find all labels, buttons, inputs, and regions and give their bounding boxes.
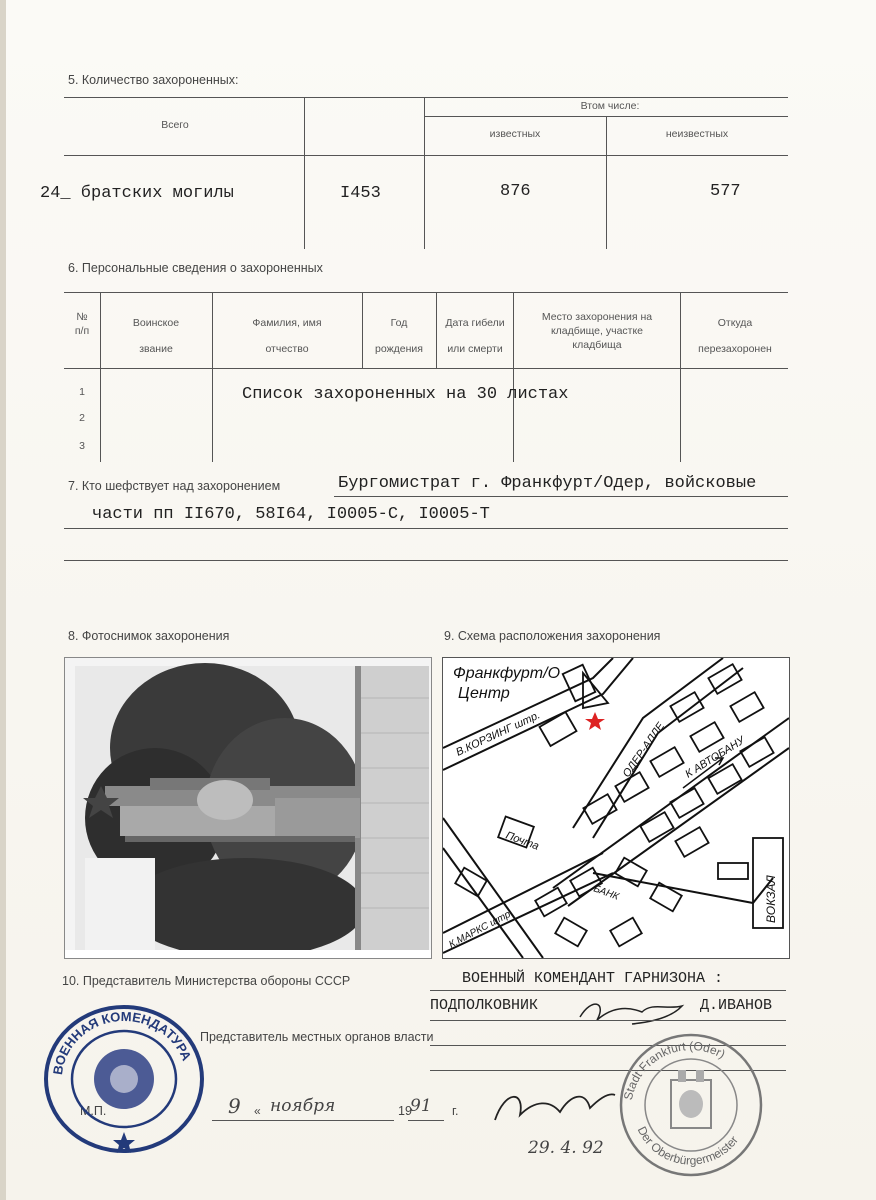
map-label-station: ВОКЗАЛ — [764, 875, 778, 923]
patron-line2: части пп II670, 58I64, I0005-С, I0005-Т — [92, 505, 490, 524]
section9-title: 9. Схема расположения захоронения — [444, 629, 661, 643]
memorial-photo-image — [65, 658, 431, 958]
table5-header-line — [64, 155, 788, 156]
header-place: Место захоронения на кладбище, участке кладбища — [541, 311, 653, 351]
patron-underline2 — [64, 528, 788, 529]
commander-underline2 — [430, 1020, 786, 1021]
header-num: № п/п — [74, 311, 90, 337]
patron-underline3 — [64, 560, 788, 561]
col-total-header: Всего — [161, 119, 189, 131]
date-day: 9 — [228, 1094, 241, 1118]
date-month: ноября — [270, 1096, 336, 1116]
section8-title: 8. Фотоснимок захоронения — [68, 629, 230, 643]
date-year-suffix: 91 — [410, 1096, 432, 1116]
row-num-2: 2 — [79, 412, 85, 424]
commander-title: ВОЕННЫЙ КОМЕНДАНТ ГАРНИЗОНА : — [462, 970, 724, 987]
header-rank: Воинское звание — [132, 317, 180, 355]
city-stamp-bottom: Der Oberbürgermeister — [634, 1124, 741, 1168]
page-edge — [0, 0, 6, 1200]
table5-vline — [606, 116, 607, 249]
local-rep-title: Представитель местных органов власти — [200, 1030, 434, 1044]
map-label-post: Почта — [503, 829, 541, 853]
mass-graves-count: 24_ братских могилы — [40, 184, 234, 203]
military-stamp-text: ВОЕННАЯ КОМЕНДАТУРА — [50, 1008, 195, 1076]
map-label-center: Франкфурт/О — [453, 665, 561, 682]
date-year-prefix: 19 — [398, 1104, 412, 1118]
city-stamp — [616, 1030, 766, 1180]
table6-vline — [100, 292, 101, 462]
commander-underline — [430, 990, 786, 991]
section10-title: 10. Представитель Министерства обороны СССР — [62, 974, 351, 988]
patron-line1: Бургомистрат г. Франкфурт/Одер, войсковые — [338, 474, 757, 493]
burial-list-note: Список захороненных на 30 листах — [242, 385, 569, 404]
table5-top-line — [64, 97, 788, 98]
table5-vline — [304, 97, 305, 249]
city-stamp-text: Stadt Frankfurt (Oder) — [620, 1038, 728, 1102]
header-death: Дата гибели или смерти — [445, 317, 505, 355]
table6-vline — [513, 292, 514, 462]
table5-vline — [424, 97, 425, 249]
commander-rank: ПОДПОЛКОВНИК — [430, 997, 539, 1014]
row-num-1: 1 — [79, 386, 85, 398]
commander-surname: Д.ИВАНОВ — [700, 997, 773, 1014]
row-num-3: 3 — [79, 440, 85, 452]
commander-signature — [572, 992, 702, 1032]
date-day-line — [212, 1120, 264, 1121]
date-year-end: г. — [452, 1104, 459, 1118]
map-label-autobahn: К АВТОБАНУ — [683, 734, 747, 781]
table6-vline — [362, 292, 363, 368]
patron-underline1 — [334, 496, 788, 497]
location-map — [442, 657, 790, 959]
map-label-marx: К.МАРКС штр. — [447, 907, 516, 951]
date-month-line — [262, 1120, 394, 1121]
military-stamp — [42, 1004, 206, 1154]
section7-label: 7. Кто шефствует над захоронением — [68, 479, 281, 493]
section6-title: 6. Персональные сведения о захороненных — [68, 261, 323, 275]
map-label-oder-allee: ОДЕР-АЛЛЕ — [620, 720, 668, 780]
date-year-line — [408, 1120, 444, 1121]
table6-vline — [680, 292, 681, 462]
map-label-bank: БАНК — [591, 883, 621, 903]
unknown-buried: 577 — [710, 182, 741, 201]
header-origin: Откуда перезахоронен — [698, 317, 772, 355]
date-quote: « — [254, 1104, 261, 1118]
total-buried: I453 — [340, 184, 381, 203]
location-map-drawing — [443, 658, 789, 958]
memorial-photo — [64, 657, 432, 959]
local-signature — [490, 1080, 630, 1130]
svg-text:Центр: Центр — [458, 685, 510, 702]
header-name: Фамилия, имя отчество — [252, 317, 322, 355]
col-incl-header: Втом числе: — [580, 100, 640, 112]
mp-label: М.П. — [80, 1104, 107, 1118]
date-second: 29. 4. 92 — [528, 1138, 604, 1158]
col-unknown-header: неизвестных — [665, 128, 729, 140]
col-known-header: известных — [489, 128, 541, 140]
known-buried: 876 — [500, 182, 531, 201]
header-birth: Год рождения — [375, 317, 423, 355]
table6-vline — [212, 292, 213, 462]
section5-title: 5. Количество захороненных: — [68, 73, 239, 87]
map-label-korzing: В.КОРЗИНГ штр. — [454, 709, 543, 759]
